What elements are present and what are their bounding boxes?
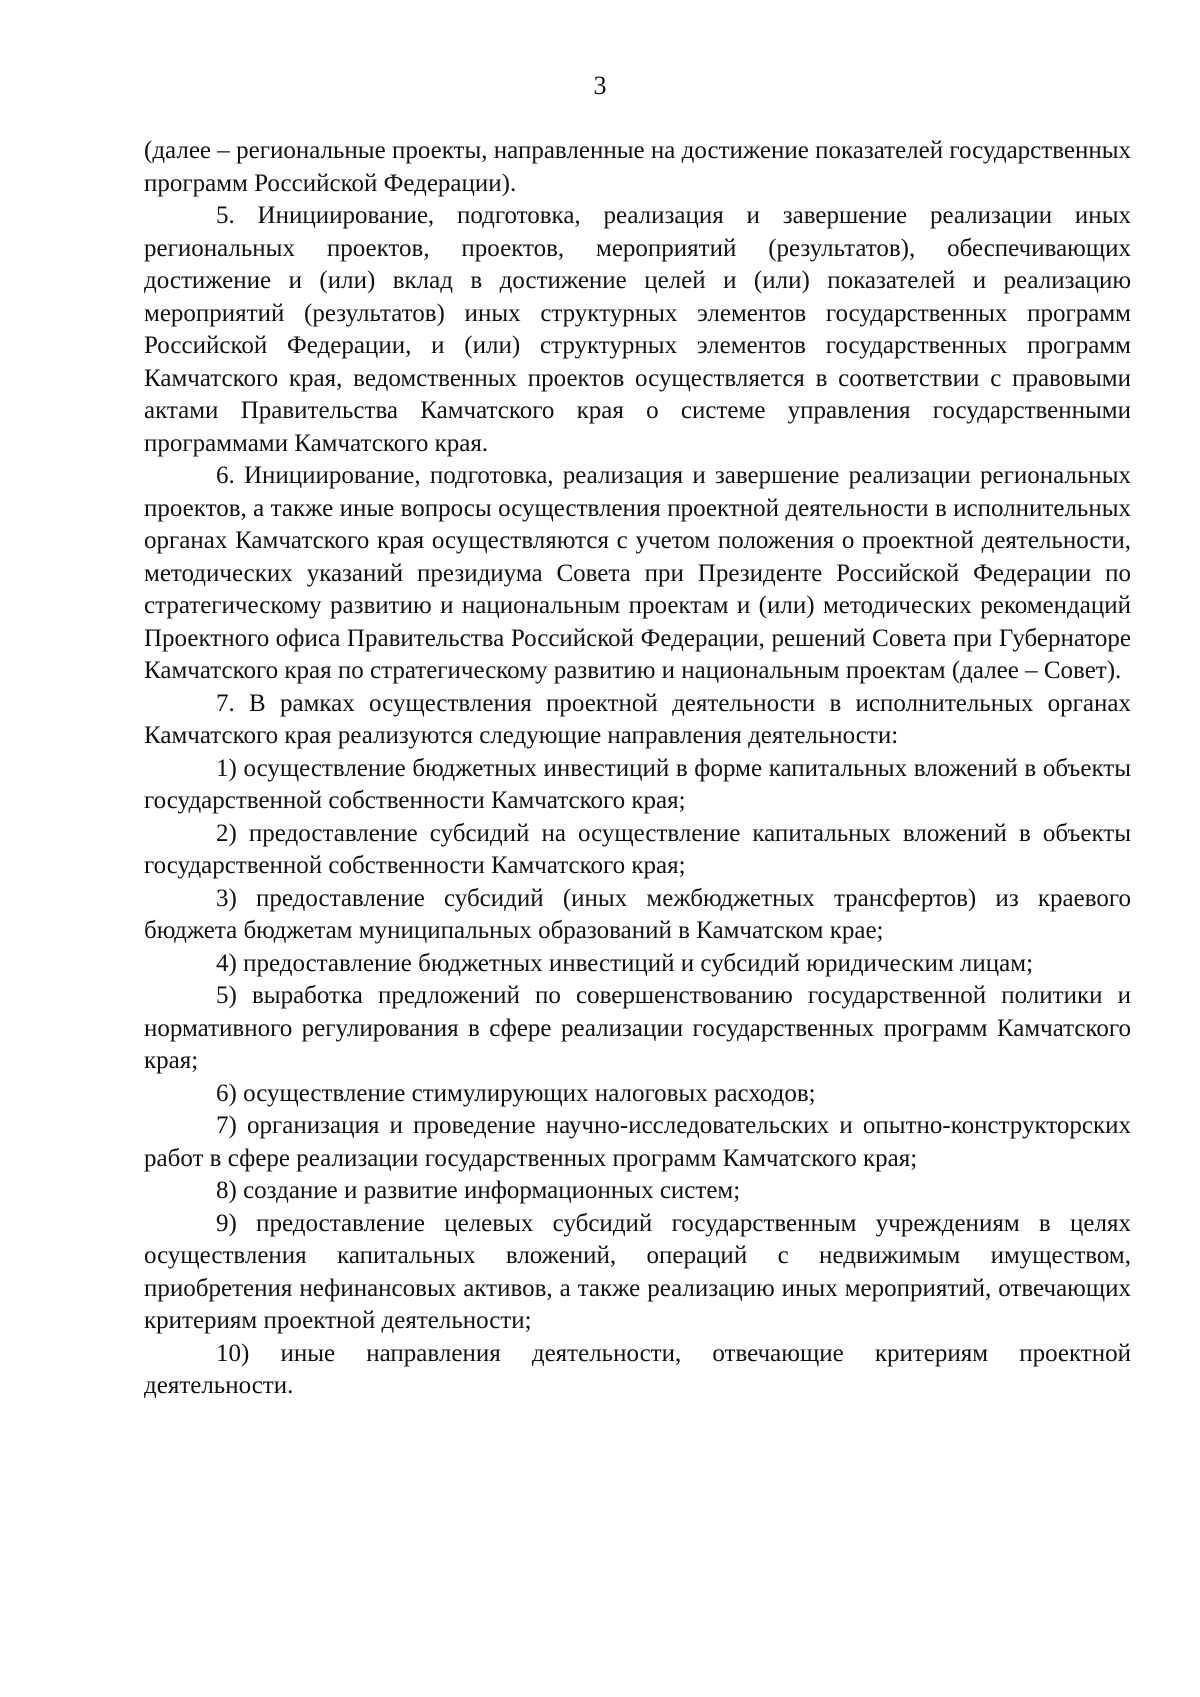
list-item-3: 3) предоставление субсидий (иных межбюджетных трансфертов) из краевого бюджета бюджетам муниципальных образований в Камчатском крае; [144,884,1131,944]
page-number: 3 [593,71,607,100]
paragraph-6: 6. Инициирование, подготовка, реализация и завершение реализации региональных проектов, а также иные вопросы осуществления проектной деятельности в исполнительных органах Камчатского края осуществляются с учетом положения о проектной деятельности, методических указаний президиума Совета при Президенте Российской Федерации по стратегическому развитию и национальным проектам и (или) методических рекомендаций Проектного офиса Правительства Российской Федерации, решений Совета при Губернаторе Камчатского края по стратегическому развитию и национальным проектам (далее – Совет). [144,462,1131,684]
paragraph-7: 7. В рамках осуществления проектной деятельности в исполнительных органах Камчатского края реализуются следующие направления деятельности: [144,689,1131,749]
list-item-7: 7) организация и проведение научно-исследовательских и опытно-конструкторских работ в сфере реализации государственных программ Камчатского края; [144,1112,1131,1172]
list-item-8: 8) создание и развитие информационных систем; [216,1177,741,1204]
list-item-10: 10) иные направления деятельности, отвечающие критериям проектной деятельности. [144,1339,1131,1399]
list-item-5: 5) выработка предложений по совершенствованию государственной политики и нормативного регулирования в сфере реализации государственных программ Камчатского края; [144,982,1131,1074]
list-item-6: 6) осуществление стимулирующих налоговых расходов; [216,1079,816,1107]
list-item-1: 1) осуществление бюджетных инвестиций в форме капитальных вложений в объекты государственной собственности Камчатского края; [144,754,1131,814]
paragraph-5: 5. Инициирование, подготовка, реализация и завершение реализации иных региональных проектов, проектов, мероприятий (результатов), обеспечивающих достижение и (или) вклад в достижение целей и (или) показателей и реализацию мероприятий (результатов) иных структурных элементов государственных программ Российской Федерации, и (или) структурных элементов государственных программ Камчатского края, ведомственных проектов осуществляется в соответствии с правовыми актами Правительства Камчатского края о системе управления государственными программами Камчатского края. [144,202,1131,457]
list-item-4: 4) предоставление бюджетных инвестиций и субсидий юридическим лицам; [216,949,1034,977]
list-item-9: 9) предоставление целевых субсидий государственным учреждениям в целях осуществления капитальных вложений, операций с недвижимым имуществом, приобретения нефинансовых активов, а также реализацию иных мероприятий, отвечающих критериям проектной деятельности; [144,1209,1131,1334]
document-body [144,135,1131,1403]
list-item-2: 2) предоставление субсидий на осуществление капитальных вложений в объекты государственной собственности Камчатского края; [144,819,1131,879]
paragraph-continuation: (далее – региональные проекты, направленные на достижение показателей государственных программ Российской Федерации). [144,137,1131,197]
